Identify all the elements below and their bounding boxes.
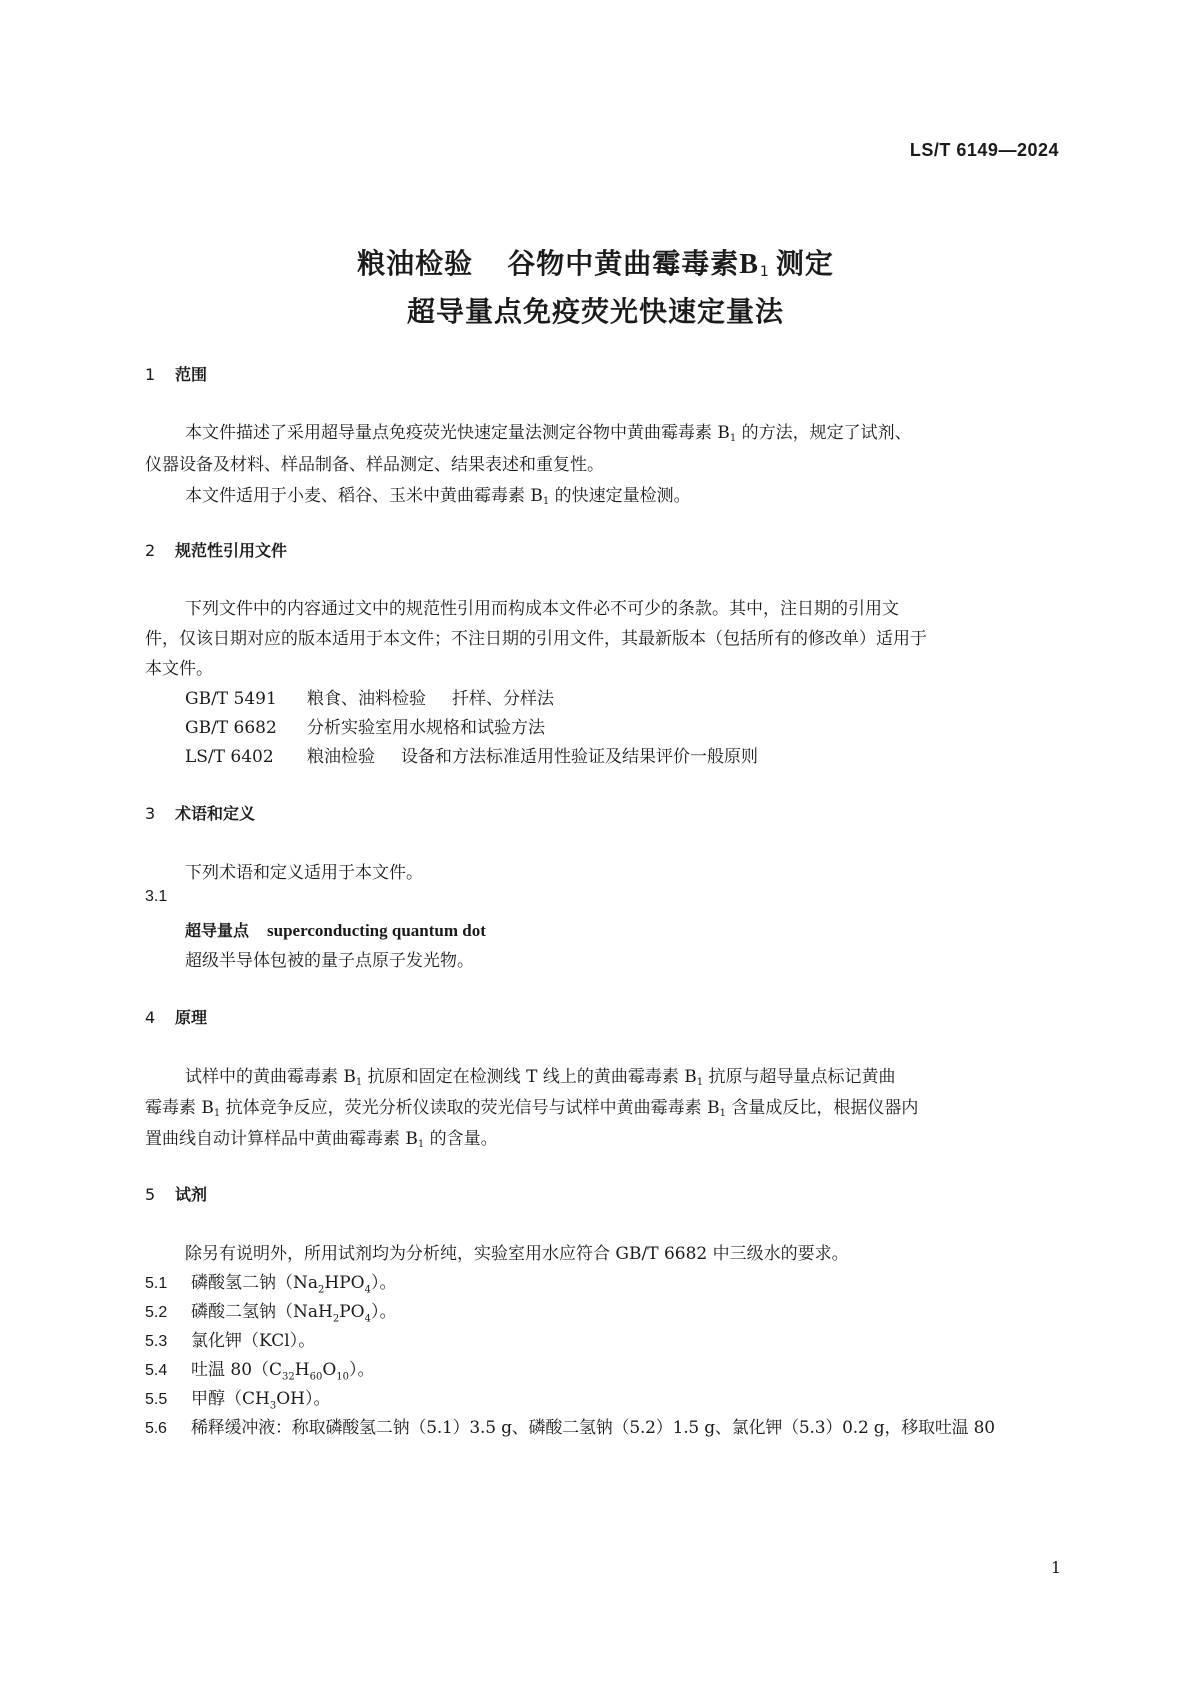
s2-paragraph-line1: 下列文件中的内容通过文中的规范性引用而构成本文件必不可少的条款。其中，注日期的引用文 <box>185 599 899 619</box>
reagent-clause: 5.5 甲醇$(CH_3OH)$。 <box>145 1389 331 1412</box>
normative-reference: LS/T 6402 粮油检验 设备和方法标准适用性验证及结果评价一般原则 <box>185 747 758 767</box>
term-definition: 超级半导体包被的量子点原子发光物。 <box>185 951 474 971</box>
reagent-clause: 5.6 稀释缓冲液：称取磷酸氢二钠（5.1）3.5 g、磷酸二氢钠（5.2）1.5 g、氯化钾（5.3）0.2 g，移取吐温 80 <box>145 1418 995 1438</box>
section-heading-4: 4 原理 <box>145 1008 208 1027</box>
reagent-clause: 5.2 磷酸二氢钠$(NaH_2PO_4)$。 <box>145 1302 397 1325</box>
s1-paragraph2: 本文件适用于小麦、稻谷、玉米中黄曲霉毒素 $B_1$ 的快速定量检测。 <box>185 486 691 507</box>
standard-code: LS/T 6149—2024 <box>909 140 1059 160</box>
s4-paragraph-line2: 霉毒素 $B_1$ 抗体竞争反应，荧光分析仪读取的荧光信号与试样中黄曲霉毒素 $B_1$ 含量成反比，根据仪器内 <box>145 1098 919 1119</box>
s3-intro: 下列术语和定义适用于本文件。 <box>185 863 423 883</box>
section-heading-1: 1 范围 <box>145 365 208 384</box>
term-entry: 超导量点 superconducting quantum dot <box>185 921 486 940</box>
clause-number: 3.1 <box>145 888 168 905</box>
s2-paragraph-line2: 件，仅该日期对应的版本适用于本文件；不注日期的引用文件，其最新版本（包括所有的修改单）适用于 <box>145 629 927 649</box>
s1-paragraph-line1: 本文件描述了采用超导量点免疫荧光快速定量法测定谷物中黄曲霉毒素 $B_1$ 的方法，规定了试剂、 <box>185 423 912 444</box>
document-title-line2: 超导量点免疫荧光快速定量法 <box>406 295 784 328</box>
normative-reference: GB/T 6682 分析实验室用水规格和试验方法 <box>185 718 545 738</box>
title-b: B <box>739 249 759 280</box>
reagent-clause: 5.4 吐温 $80(C_{32}H_{60}O_{10})$。 <box>145 1360 375 1383</box>
normative-reference: GB/T 5491 粮食、油料检验 扦样、分样法 <box>185 689 554 709</box>
s4-paragraph-line1: 试样中的黄曲霉毒素 $B_1$ 抗原和固定在检测线 T 线上的黄曲霉毒素 $B_1$ 抗原与超导量点标记黄曲 <box>185 1067 896 1088</box>
reagent-clause: 5.1 磷酸氢二钠$(Na_2HPO_4)$。 <box>145 1273 397 1296</box>
title-subscript: 1 <box>759 264 770 280</box>
s2-paragraph-line3: 本文件。 <box>145 659 213 679</box>
document-title-line1 <box>0 242 1191 282</box>
title-part-b: 谷物中黄曲霉毒素 <box>507 247 740 280</box>
s5-intro: 除另有说明外，所用试剂均为分析纯，实验室用水应符合 GB/T 6682 中三级水的要求。 <box>185 1244 849 1264</box>
title-part-c: 测定 <box>775 247 834 280</box>
page-number: 1 <box>1050 1558 1061 1577</box>
s1-paragraph-line2: 仪器设备及材料、样品制备、样品测定、结果表述和重复性。 <box>145 455 604 475</box>
section-heading-3: 3 术语和定义 <box>145 804 256 823</box>
section-heading-2: 2 规范性引用文件 <box>145 541 288 560</box>
section-heading-5: 5 试剂 <box>145 1185 208 1204</box>
title-part-a: 粮油检验 <box>357 247 474 280</box>
reagent-clause: 5.3 氯化钾（KCl）。 <box>145 1331 316 1351</box>
s4-paragraph-line3: 置曲线自动计算样品中黄曲霉毒素 $B_1$ 的含量。 <box>145 1129 498 1150</box>
